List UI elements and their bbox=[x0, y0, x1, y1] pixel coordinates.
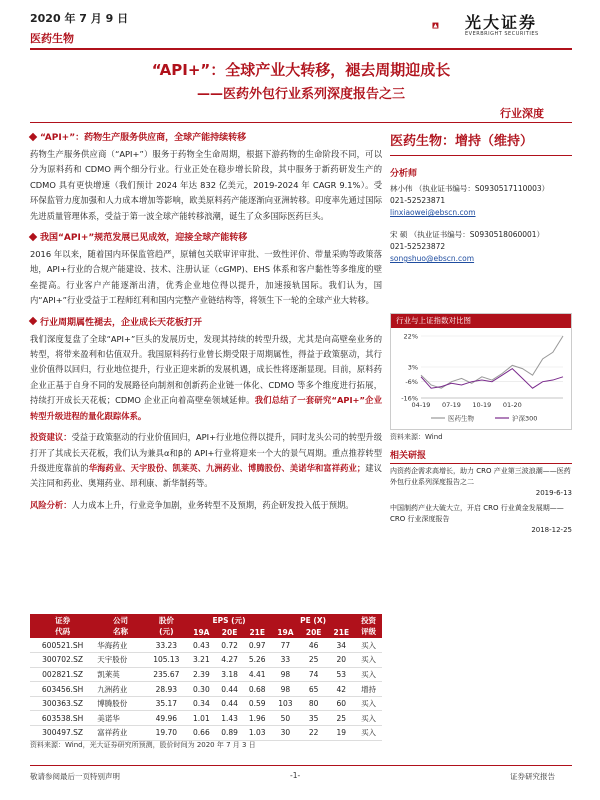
legend-label: 医药生物 bbox=[448, 414, 474, 423]
table-cell: 98 bbox=[271, 682, 300, 697]
table-cell: 买入 bbox=[355, 638, 382, 653]
table-cell: 19.70 bbox=[146, 726, 187, 741]
table-cell: 1.01 bbox=[187, 711, 216, 726]
table-cell: 42 bbox=[327, 682, 355, 697]
table-cell: 002821.SZ bbox=[30, 667, 95, 682]
table-cell: 2.39 bbox=[187, 667, 216, 682]
report-type: 行业深度 bbox=[500, 107, 544, 120]
table-cell: 天宇股份 bbox=[95, 653, 145, 668]
table-cell: 凯莱英 bbox=[95, 667, 145, 682]
table-cell: 20 bbox=[327, 653, 355, 668]
table-cell: 1.96 bbox=[243, 711, 271, 726]
table-cell: 600521.SH bbox=[30, 638, 95, 653]
table-cell: 1.03 bbox=[243, 726, 271, 741]
table-header: 股价 (元) bbox=[146, 614, 187, 638]
table-cell: 35 bbox=[300, 711, 328, 726]
analyst-name: 宋 硕 （执业证书编号：S0930518060001） bbox=[390, 230, 545, 239]
table-cell: 华海药业 bbox=[95, 638, 145, 653]
legend-label: 沪深300 bbox=[512, 414, 538, 423]
table-cell: 0.89 bbox=[216, 726, 244, 741]
table-cell: 0.44 bbox=[216, 696, 244, 711]
series-line-1 bbox=[421, 336, 563, 388]
table-cell: 0.30 bbox=[187, 682, 216, 697]
section-heading: 我国“API+”规范发展已见成效，迎接全球产能转移 bbox=[30, 230, 382, 243]
footer-disclaimer: 敬请参阅最后一页特别声明 bbox=[30, 772, 120, 781]
title-divider bbox=[30, 122, 572, 123]
table-cell: 富祥药业 bbox=[95, 726, 145, 741]
table-cell: 77 bbox=[271, 638, 300, 653]
x-tick-label: 01-20 bbox=[502, 401, 522, 409]
table-cell: 53 bbox=[327, 667, 355, 682]
table-cell: 98 bbox=[271, 667, 300, 682]
table-row bbox=[30, 653, 382, 668]
table-cell: 50 bbox=[271, 711, 300, 726]
table-cell: 0.34 bbox=[187, 696, 216, 711]
footer-label: 证券研究报告 bbox=[510, 772, 555, 781]
section-heading: 行业周期属性褪去，企业成长天花板打开 bbox=[30, 315, 382, 328]
diamond-bullet-icon bbox=[29, 232, 37, 240]
analyst-block bbox=[390, 229, 572, 265]
analyst-name: 林小伟 （执业证书编号：S0930517110003） bbox=[390, 184, 550, 193]
table-cell: 35.17 bbox=[146, 696, 187, 711]
table-cell: 300497.SZ bbox=[30, 726, 95, 741]
table-cell: 19 bbox=[327, 726, 355, 741]
table-cell: 买入 bbox=[355, 653, 382, 668]
table-cell: 603456.SH bbox=[30, 682, 95, 697]
table-header: 19A bbox=[187, 626, 216, 638]
analyst-block bbox=[390, 183, 572, 219]
table-cell: 22 bbox=[300, 726, 328, 741]
table-cell: 33.23 bbox=[146, 638, 187, 653]
table-header: 证券 代码 bbox=[30, 614, 95, 638]
table-cell: 80 bbox=[300, 696, 328, 711]
y-tick-label: 22% bbox=[403, 332, 418, 341]
table-cell: 25 bbox=[327, 711, 355, 726]
table-header: 20E bbox=[216, 626, 244, 638]
table-cell: 0.68 bbox=[243, 682, 271, 697]
table-cell: 300363.SZ bbox=[30, 696, 95, 711]
y-tick-label: 3% bbox=[407, 363, 418, 372]
chart-plot bbox=[391, 328, 571, 429]
chart-title: 行业与上证指数对比图 bbox=[391, 314, 571, 328]
table-cell: 4.27 bbox=[216, 653, 244, 668]
section-text: 我们深度复盘了全球“API+”巨头的发展历史，发现其持续的转型升级，尤其是向高壁垒业务的转型，将带来盈利和估值双升。我国原料药行业曾长期受限于周期属性，得益于政策驱动，其行业价值得以回归，行业地位提升，行业正迎来新的发展机遇，成长性将逐渐显现。目前，原料药企业正基于自身不同的发展路径向制剂和创新药企业链一体化、CDMO 等多个维度进行拓展，持续打开成长天花板；CDMO 企业正向着高壁垒领域延伸。我们总结了一套研究“API+”企业转型升级进程的量化跟踪体系。 bbox=[30, 333, 383, 421]
table-cell: 33 bbox=[271, 653, 300, 668]
table-cell: 0.66 bbox=[187, 726, 216, 741]
table-cell: 74 bbox=[300, 667, 328, 682]
table-cell: 49.96 bbox=[146, 711, 187, 726]
diamond-bullet-icon bbox=[29, 132, 37, 140]
table-cell: 0.97 bbox=[243, 638, 271, 653]
related-item[interactable]: 中国制药产业大破大立，开启 CRO 行业黄金发展期——CRO 行业深度报告 bbox=[390, 504, 564, 523]
table-row bbox=[30, 696, 382, 711]
table-header: 19A bbox=[271, 626, 300, 638]
table-cell: 5.26 bbox=[243, 653, 271, 668]
recommended-stocks: 华海药业、天宇股份、凯莱英、九洲药业、博腾股份、美诺华和富祥药业； bbox=[88, 462, 366, 473]
table-cell: 3.21 bbox=[187, 653, 216, 668]
stock-table bbox=[30, 614, 382, 741]
table-cell: 美诺华 bbox=[95, 711, 145, 726]
section-heading: “API+”：药物生产服务供应商，全球产能持续转移 bbox=[30, 130, 382, 143]
table-cell: 3.18 bbox=[216, 667, 244, 682]
related-item[interactable]: 内资药企需求高增长，助力 CRO 产业第三波浪潮——医药外包行业系列深度报告之二 bbox=[390, 467, 571, 486]
table-cell: 0.43 bbox=[187, 638, 216, 653]
x-tick-label: 07-19 bbox=[441, 401, 461, 409]
section-text: 药物生产服务供应商（“API+”）服务于药物全生命周期，根据下游药物的生命阶段不同，可以分为原料药和 CDMO 两个细分行业。行业正处在稳步增长阶段，其中服务于新药研发生产的 CDMO 具有更快增速（我们预计 2024 年达 832 亿美元，2019-2024 年 CAGR 9.1%）。受环保监管力度加强和人力成本增加等影响，欧美原料药产能逐渐向亚洲转移。印度率先通过国际先进质量管理体系，受益于第一波全球产能转移浪潮，诞生了众多国际医药巨头。 bbox=[30, 149, 382, 221]
table-cell: 28.93 bbox=[146, 682, 187, 697]
related-heading: 相关研报 bbox=[390, 448, 572, 464]
report-subtitle: ——医药外包行业系列深度报告之三 bbox=[196, 87, 405, 102]
table-cell: 103 bbox=[271, 696, 300, 711]
main-column bbox=[30, 126, 382, 519]
table-cell: 105.13 bbox=[146, 653, 187, 668]
x-tick-label: 10-19 bbox=[472, 401, 492, 409]
diamond-bullet-icon bbox=[29, 317, 37, 325]
analyst-email[interactable]: linxiaowei@ebscn.com bbox=[390, 208, 476, 217]
page-number: -1- bbox=[290, 771, 301, 780]
footer-divider bbox=[30, 765, 572, 766]
logo-text: 光大证券 bbox=[465, 13, 538, 32]
table-header: EPS (元) bbox=[187, 614, 271, 626]
investment-advice: 投资建议：受益于政策驱动的行业价值回归，API+行业地位得以提升，同时龙头公司的转型升级打开了其成长天花板，我们认为兼具α和β的 API+行业将迎来一个大的景气周期。重点推荐转型升级进度靠前的华海药业、天宇股份、凯莱英、九洲药业、博腾股份、美诺华和富祥药业；建议关注同和药业、奥翔药业、昂利康、新华制药等。 bbox=[30, 432, 382, 489]
series-line-2 bbox=[421, 369, 563, 389]
table-cell: 买入 bbox=[355, 667, 382, 682]
table-row bbox=[30, 711, 382, 726]
table-cell: 1.43 bbox=[216, 711, 244, 726]
logo-icon bbox=[432, 10, 464, 42]
section-text: 2016 年以来，随着国内环保监管趋严，原辅包关联审评审批、一致性评价、带量采购等政策落地，API+行业的合规产能建设、技术、注册认证（cGMP)、EHS 体系和客户黏性等多维度的壁垒提高。行业客户产能逐渐出清，优秀企业地位得以提升，加速接轨国际。我们认为，国内“API+”行业受益于工程师红利和国内完整产业链结构等，将领生下一轮的全球产业大转移。 bbox=[30, 249, 382, 306]
comparison-chart bbox=[390, 313, 572, 430]
table-cell: 买入 bbox=[355, 696, 382, 711]
table-cell: 买入 bbox=[355, 711, 382, 726]
related-date: 2019-6-13 bbox=[535, 489, 572, 497]
y-tick-label: -6% bbox=[405, 378, 418, 387]
analyst-heading: 分析师 bbox=[390, 169, 418, 179]
analyst-phone: 021-52523872 bbox=[390, 242, 446, 251]
chart-source: 资料来源：Wind bbox=[390, 433, 443, 441]
logo-subtext: EVERBRIGHT SECURITIES bbox=[465, 31, 539, 37]
table-header: PE (X) bbox=[271, 614, 355, 626]
table-cell: 65 bbox=[300, 682, 328, 697]
table-cell: 235.67 bbox=[146, 667, 187, 682]
table-cell: 603538.SH bbox=[30, 711, 95, 726]
section-heading-inline: 风险分析： bbox=[30, 499, 72, 510]
table-cell: 4.41 bbox=[243, 667, 271, 682]
table-header: 21E bbox=[243, 626, 271, 638]
table-header: 20E bbox=[300, 626, 328, 638]
table-header: 投资 评级 bbox=[355, 614, 382, 638]
analyst-phone: 021-52523871 bbox=[390, 196, 446, 205]
table-cell: 60 bbox=[327, 696, 355, 711]
x-tick-label: 04-19 bbox=[411, 401, 431, 409]
table-cell: 46 bbox=[300, 638, 328, 653]
table-row bbox=[30, 682, 382, 697]
table-cell: 34 bbox=[327, 638, 355, 653]
table-cell: 0.72 bbox=[216, 638, 244, 653]
report-title: “API+”：全球产业大转移，褪去周期迎成长 bbox=[151, 61, 451, 79]
table-row bbox=[30, 667, 382, 682]
related-date: 2018-12-25 bbox=[531, 526, 572, 534]
table-cell: 25 bbox=[300, 653, 328, 668]
table-header: 公司 名称 bbox=[95, 614, 145, 638]
header-divider bbox=[30, 48, 572, 50]
section-heading-inline: 投资建议： bbox=[30, 432, 72, 443]
table-cell: 0.59 bbox=[243, 696, 271, 711]
side-column bbox=[390, 126, 572, 265]
table-cell: 博腾股份 bbox=[95, 696, 145, 711]
table-cell: 买入 bbox=[355, 726, 382, 741]
risk-analysis: 风险分析：人力成本上升，行业竞争加剧，业务转型不及预期，药企研发投入低于预期。 bbox=[30, 499, 354, 510]
section-bold-text: 我们总结了一套研究“API+”企业转型升级进程的量化跟踪体系。 bbox=[30, 395, 383, 421]
table-header: 21E bbox=[327, 626, 355, 638]
table-cell: 300702.SZ bbox=[30, 653, 95, 668]
table-row bbox=[30, 726, 382, 741]
rating: 医药生物：增持（维持） bbox=[390, 126, 572, 156]
y-tick-label: -16% bbox=[401, 394, 418, 403]
table-cell: 30 bbox=[271, 726, 300, 741]
table-cell: 增持 bbox=[355, 682, 382, 697]
table-cell: 0.44 bbox=[216, 682, 244, 697]
analyst-email[interactable]: songshuo@ebscn.com bbox=[390, 254, 475, 263]
table-row bbox=[30, 638, 382, 653]
related-list bbox=[390, 466, 572, 536]
table-note: 资料来源：Wind，光大证券研究所预测，股价时间为 2020 年 7 月 3 日 bbox=[30, 741, 256, 749]
report-date: 2020 年 7 月 9 日 bbox=[30, 12, 129, 25]
table-cell: 九洲药业 bbox=[95, 682, 145, 697]
report-sector: 医药生物 bbox=[30, 32, 74, 45]
